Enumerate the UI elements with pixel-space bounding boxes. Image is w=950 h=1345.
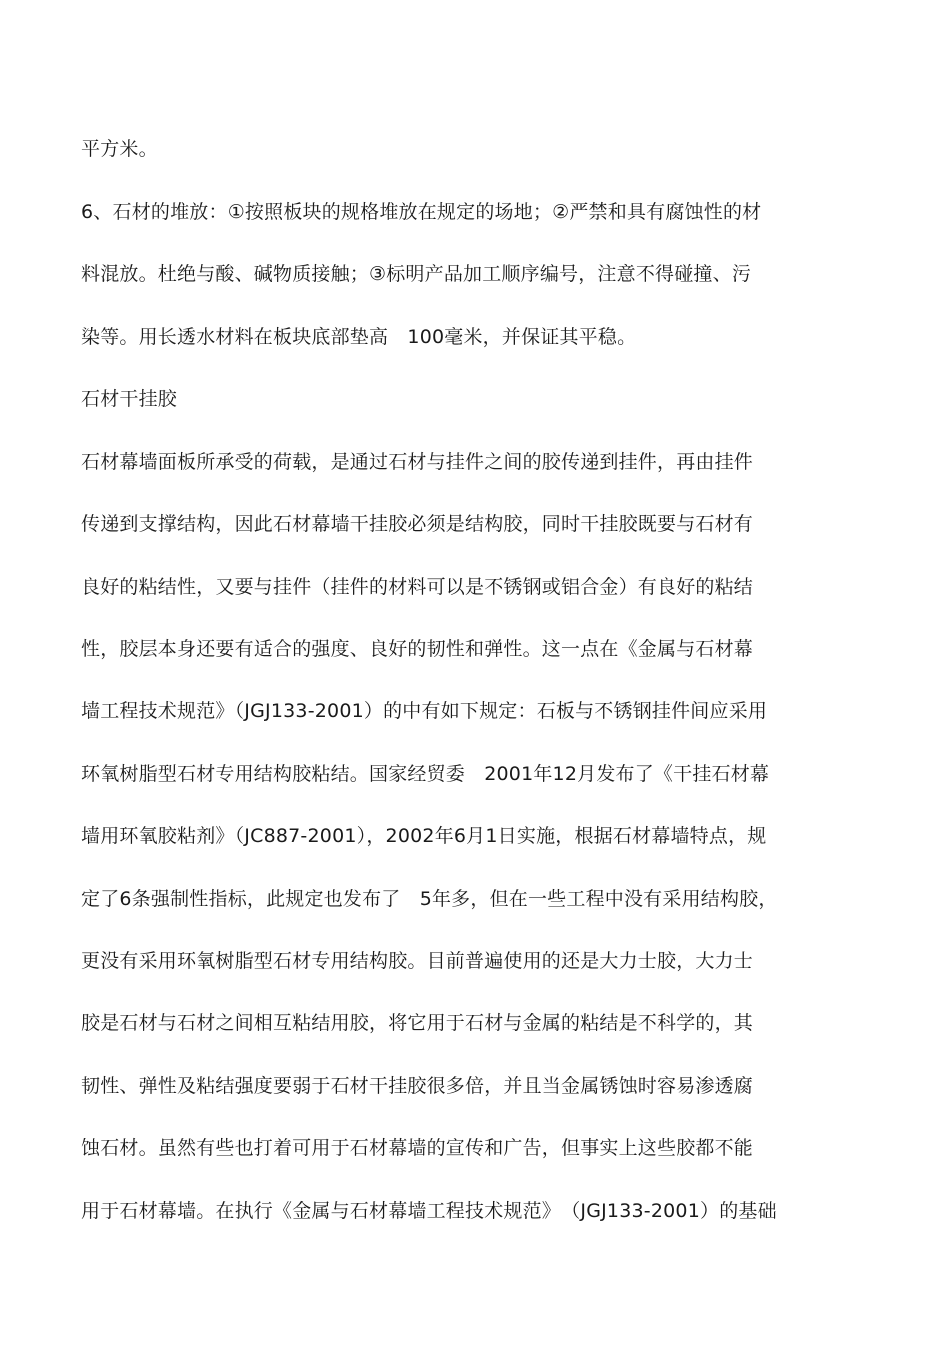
text-line: 定了6条强制性指标，此规定也发布了 5年多，但在一些工程中没有采用结构胶， xyxy=(81,888,778,910)
text-line: 用于石材幕墙。在执行《金属与石材幕墙工程技术规范》 （JGJ133-2001）的基础 xyxy=(81,1200,777,1222)
text-line: 6、石材的堆放：①按照板块的规格堆放在规定的场地；②严禁和具有腐蚀性的材 xyxy=(81,201,762,223)
text-line: 石材幕墙面板所承受的荷载，是通过石材与挂件之间的胶传递到挂件，再由挂件 xyxy=(81,451,754,473)
text-line: 性，胶层本身还要有适合的强度、良好的韧性和弹性。这一点在《金属与石材幕 xyxy=(81,638,754,660)
text-line: 环氧树脂型石材专用结构胶粘结。国家经贸委 2001年12月发布了《干挂石材幕 xyxy=(81,763,770,785)
text-line: 良好的粘结性，又要与挂件（挂件的材料可以是不锈钢或铝合金）有良好的粘结 xyxy=(81,576,754,598)
text-line: 墙工程技术规范》（JGJ133-2001）的中有如下规定：石板与不锈钢挂件间应采用 xyxy=(81,700,768,722)
text-line: 传递到支撑结构，因此石材幕墙干挂胶必须是结构胶，同时干挂胶既要与石材有 xyxy=(81,513,754,535)
text-line: 料混放。杜绝与酸、碱物质接触；③标明产品加工顺序编号，注意不得碰撞、污 xyxy=(81,263,752,285)
text-line: 染等。用长透水材料在板块底部垫高 100毫米，并保证其平稳。 xyxy=(81,326,637,348)
text-line: 墙用环氧胶粘剂》（JC887-2001），2002年6月1日实施，根据石材幕墙特点，规 xyxy=(81,825,767,847)
text-line: 平方米。 xyxy=(81,138,158,160)
section-heading: 石材干挂胶 xyxy=(81,388,178,410)
text-line: 蚀石材。虽然有些也打着可用于石材幕墙的宣传和广告，但事实上这些胶都不能 xyxy=(81,1137,754,1159)
text-line: 胶是石材与石材之间相互粘结用胶，将它用于石材与金属的粘结是不科学的，其 xyxy=(81,1012,754,1034)
text-line: 更没有采用环氧树脂型石材专用结构胶。目前普遍使用的还是大力士胶，大力士 xyxy=(81,950,754,972)
text-line: 韧性、弹性及粘结强度要弱于石材干挂胶很多倍，并且当金属锈蚀时容易渗透腐 xyxy=(81,1075,754,1097)
